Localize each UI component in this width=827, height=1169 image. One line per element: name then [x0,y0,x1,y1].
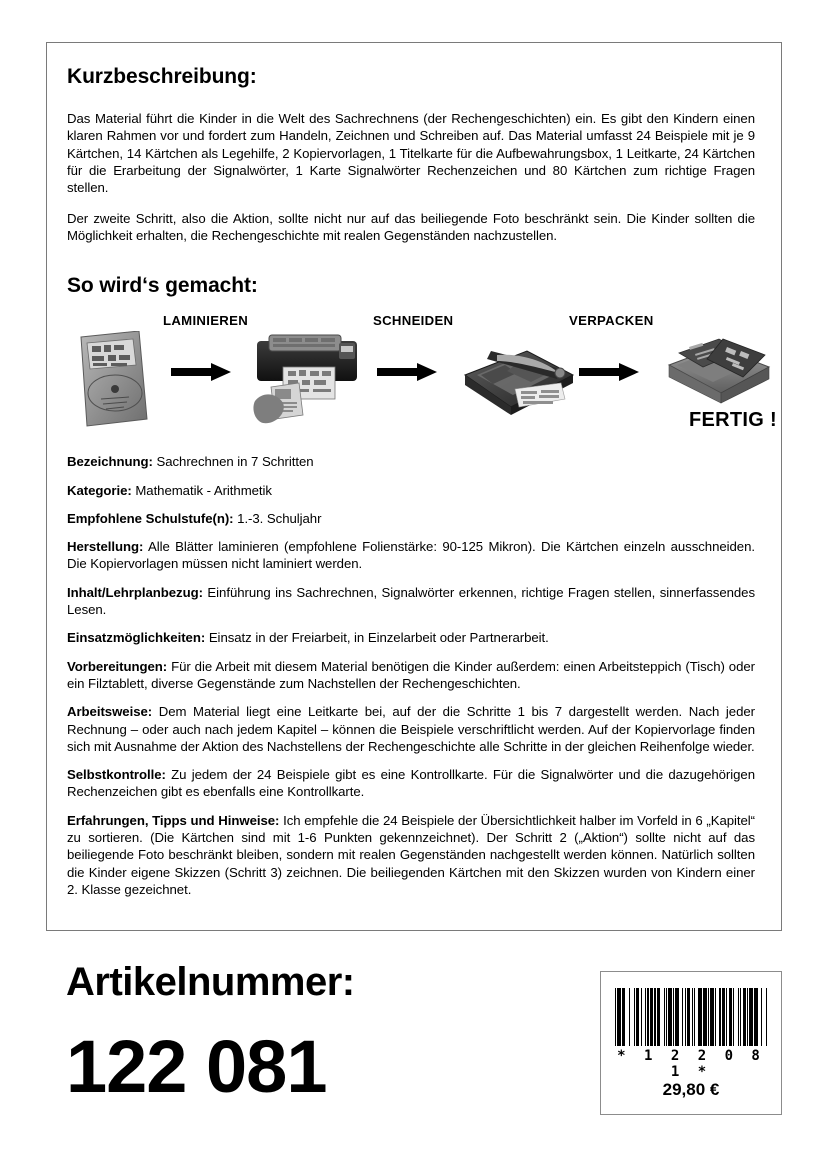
detail-value: Zu jedem der 24 Beispiele gibt es eine Kontrollkarte. Für die Signalwörter und die dazugehörigen Rechenzeichen gibt es ebenfalls eine Kontrollkarte. [67,767,755,800]
detail-row [67,703,755,755]
detail-label: Erfahrungen, Tipps und Hinweise: [67,812,280,828]
flow-step-label-schneiden: SCHNEIDEN [373,313,454,329]
detail-row [67,482,755,499]
detail-value: Mathematik - Arithmetik [135,482,272,498]
process-flow-diagram [67,311,777,437]
description-card [46,42,782,931]
detail-label: Bezeichnung: [67,454,153,470]
detail-value: Einsatz in der Freiarbeit, in Einzelarbeit oder Partnerarbeit. [208,630,549,646]
detail-value: Ich empfehle die 24 Beispiele der Übersichtlichkeit halber im Vorfeld in 6 „Kapitel“ zu sortieren. (Die Kärtchen sind mit 1-6 Punkten gekennzeichnet). Der Schritt 2 („Aktion“) sollte nicht auf das beiliegende Foto beschränkt bleiben, sondern mit realen Gegenständen nachgestellt werden können. Natürlich sollten die Kinder eigene Skizzen (Schritt 3) zeichnen. Die beiliegenden Kärtchen mit den Skizzen wurden von Kindern einer 2. Klasse gezeichnet. [67,812,756,897]
detail-value: 1.-3. Schuljahr [237,510,322,526]
arrow-2-icon [377,363,437,381]
detail-row [67,510,755,527]
detail-value: Dem Material liegt eine Leitkarte bei, auf der die Schritte 1 bis 7 dargestellt werden. Nach jeder Rechnung – oder auch nach jedem Kapitel – können die Beispiele verschriftlicht werden. Auf der Kopiervorlage finden sich mit Ausnahme der Aktion des Nachstellens der Rechengeschichte alle Schritte in der gleichen Reihenfolge wieder. [67,704,755,754]
arrow-1-icon [171,363,231,381]
arrow-3-icon [579,363,639,381]
detail-value: Für die Arbeit mit diesem Material benötigen die Kinder außerdem: einen Arbeitsteppich (Tisch) oder ein Filztablett, diverse Gegenstände zum Nachstellen der Rechengeschichten. [67,658,756,691]
article-number-label: Artikelnummer: [66,960,355,1004]
flow-final-label: FERTIG ! [689,409,777,432]
detail-label: Einsatzmöglichkeiten: [67,630,206,646]
document-folder-photo [73,331,151,427]
detail-label: Herstellung: [67,539,144,555]
flow-step-label-verpacken: VERPACKEN [569,313,654,329]
detail-value: Alle Blätter laminieren (empfohlene Folienstärke: 90-125 Mikron). Die Kärtchen einzeln ausschneiden. Die Kopiervorlagen müssen nicht laminiert werden. [67,539,755,572]
detail-row [67,453,755,470]
detail-label: Vorbereitungen: [67,658,168,674]
detail-row [67,766,755,801]
detail-row [67,538,755,573]
detail-label: Kategorie: [67,482,132,498]
detail-value: Einführung ins Sachrechnen, Signalwörter erkennen, richtige Fragen stellen, sinnerfassendes Lesen. [67,584,755,618]
detail-list [67,453,755,898]
paper-cutter-photo [457,335,577,421]
barcode-image [615,988,767,1046]
storage-box-photo [665,333,773,409]
laminator-photo [253,329,363,429]
barcode-box [600,971,782,1115]
detail-row [67,629,755,646]
detail-row [67,812,755,898]
howto-heading: So wird‘s gemacht: [67,274,258,298]
price-label: 29,80 € [662,1080,720,1099]
flow-step-label-laminieren: LAMINIEREN [163,313,249,329]
detail-row [67,658,755,693]
detail-value: Sachrechnen in 7 Schritten [156,454,314,470]
detail-label: Empfohlene Schulstufe(n): [67,510,234,526]
detail-row [67,584,755,619]
detail-label: Selbstkontrolle: [67,767,166,783]
detail-label: Arbeitsweise: [67,704,153,720]
description-paragraph-1: Das Material führt die Kinder in die Welt des Sachrechnens (der Rechengeschichten) ein. Es gibt den Kindern einen klaren Rahmen vor und fordert zum Handeln, Zeichnen und Schreiben auf. Das Material umfasst 24 Beispiele mit je 9 Kärtchen, 14 Kärtchen als Legehilfe, 2 Kopiervorlagen, 1 Titelkarte für die Aufbewahrungsbox, 1 Leitkarte, 24 Kärtchen für die Erarbeitung der Signalwörter, 1 Karte Signalwörter Rechenzeichen und 80 Kärtchen zum richtige Fragen stellen. [67,111,755,196]
detail-label: Inhalt/Lehrplanbezug: [67,584,203,600]
article-number-value: 122 081 [66,1025,327,1108]
barcode-human-readable: * 1 2 2 0 8 1 * [617,1048,765,1080]
description-paragraph-2: Der zweite Schritt, also die Aktion, sollte nicht nur auf das beiliegende Foto beschränkt sein. Die Kinder sollten die Möglichkeit erhalten, die Rechengeschichte mit realen Gegenständen nachzustellen. [67,210,755,243]
page-title: Kurzbeschreibung: [67,65,257,88]
